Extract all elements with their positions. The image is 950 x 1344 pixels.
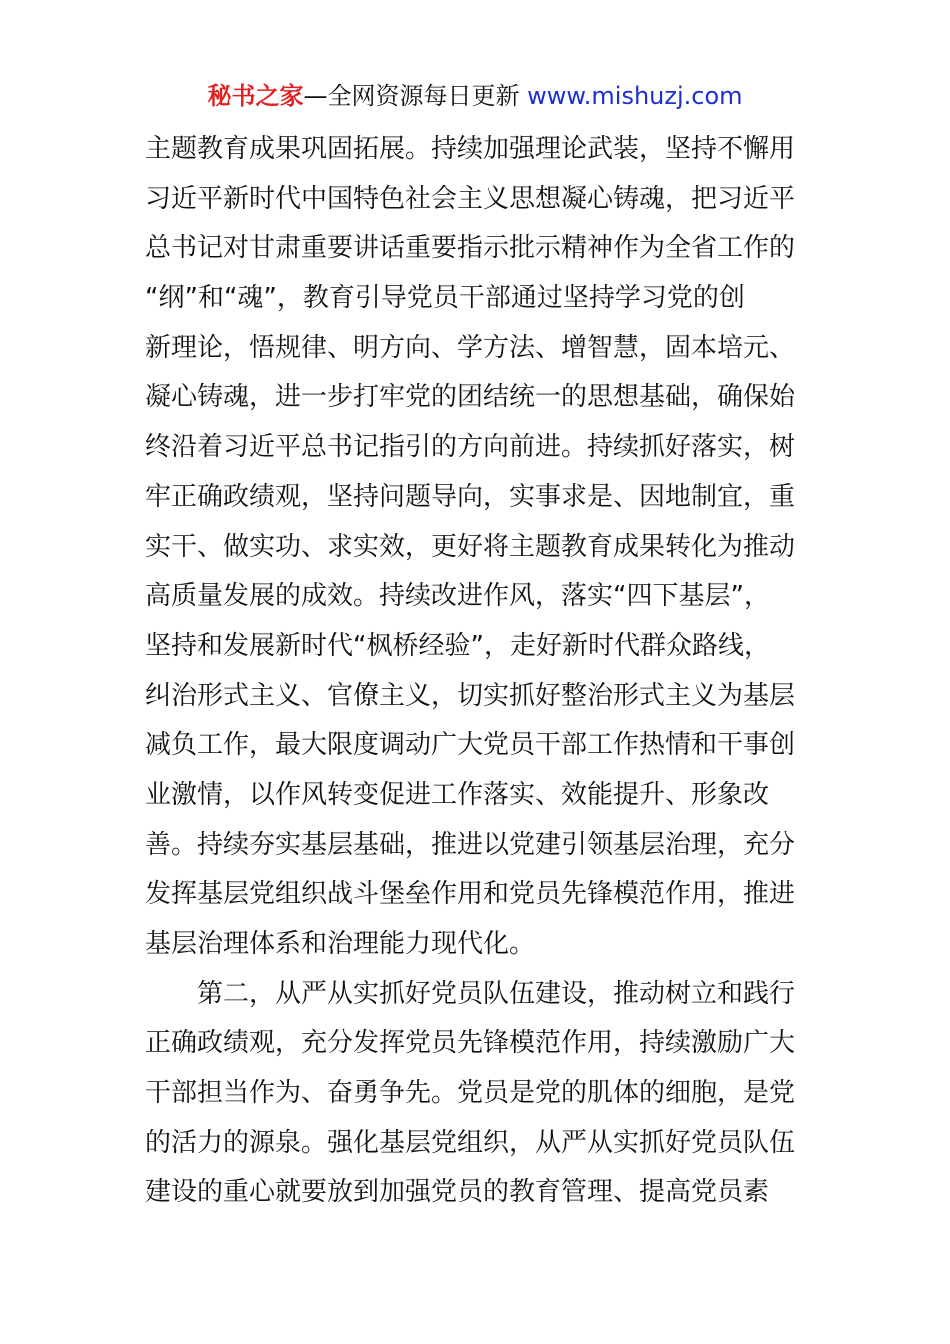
text-line: 新理论，悟规律、明方向、学方法、增智慧，固本培元、 — [145, 332, 796, 363]
document-body — [145, 125, 825, 1218]
text-line: 第二，从严从实抓好党员队伍建设，推动树立和践行 — [145, 978, 796, 1009]
site-tagline: —全网资源每日更新 — [303, 82, 528, 110]
text-line: 纠治形式主义、官僚主义，切实抓好整治形式主义为基层 — [145, 680, 796, 711]
text-line: “纲”和“魂”，教育引导党员干部通过坚持学习党的创 — [145, 283, 745, 314]
text-line: 凝心铸魂，进一步打牢党的团结统一的思想基础，确保始 — [145, 382, 796, 413]
text-line: 建设的重心就要放到加强党员的教育管理、提高党员素 — [145, 1177, 770, 1208]
text-line: 基层治理体系和治理能力现代化。 — [145, 929, 536, 959]
text-line: 业激情，以作风转变促进工作落实、效能提升、形象改 — [145, 779, 770, 810]
text-line: 的活力的源泉。强化基层党组织，从严从实抓好党员队伍 — [145, 1127, 796, 1158]
text-line: 高质量发展的成效。持续改进作风，落实“四下基层”， — [145, 581, 770, 612]
text-line: 主题教育成果巩固拓展。持续加强理论武装，坚持不懈用 — [145, 134, 796, 164]
text-line: 正确政绩观，充分发挥党员先锋模范作用，持续激励广大 — [145, 1028, 796, 1059]
text-line: 发挥基层党组织战斗堡垒作用和党员先锋模范作用，推进 — [145, 879, 796, 910]
site-url-link[interactable]: www.mishuzj.com — [527, 82, 743, 110]
text-line: 实干、做实功、求实效，更好将主题教育成果转化为推动 — [145, 531, 796, 562]
text-line: 终沿着习近平总书记指引的方向前进。持续抓好落实，树 — [145, 432, 796, 463]
text-line: 减负工作，最大限度调动广大党员干部工作热情和干事创 — [145, 730, 796, 761]
text-line: 习近平新时代中国特色社会主义思想凝心铸魂，把习近平 — [145, 183, 796, 214]
text-line: 牢正确政绩观，坚持问题导向，实事求是、因地制宜，重 — [145, 481, 796, 512]
text-line: 干部担当作为、奋勇争先。党员是党的肌体的细胞，是党 — [145, 1078, 796, 1109]
site-brand: 秘书之家 — [207, 82, 304, 110]
text-line: 坚持和发展新时代“枫桥经验”，走好新时代群众路线， — [145, 630, 770, 661]
text-line: 总书记对甘肃重要讲话重要指示批示精神作为全省工作的 — [145, 233, 796, 264]
text-line: 善。持续夯实基层基础，推进以党建引领基层治理，充分 — [145, 829, 796, 860]
site-header — [0, 78, 950, 114]
